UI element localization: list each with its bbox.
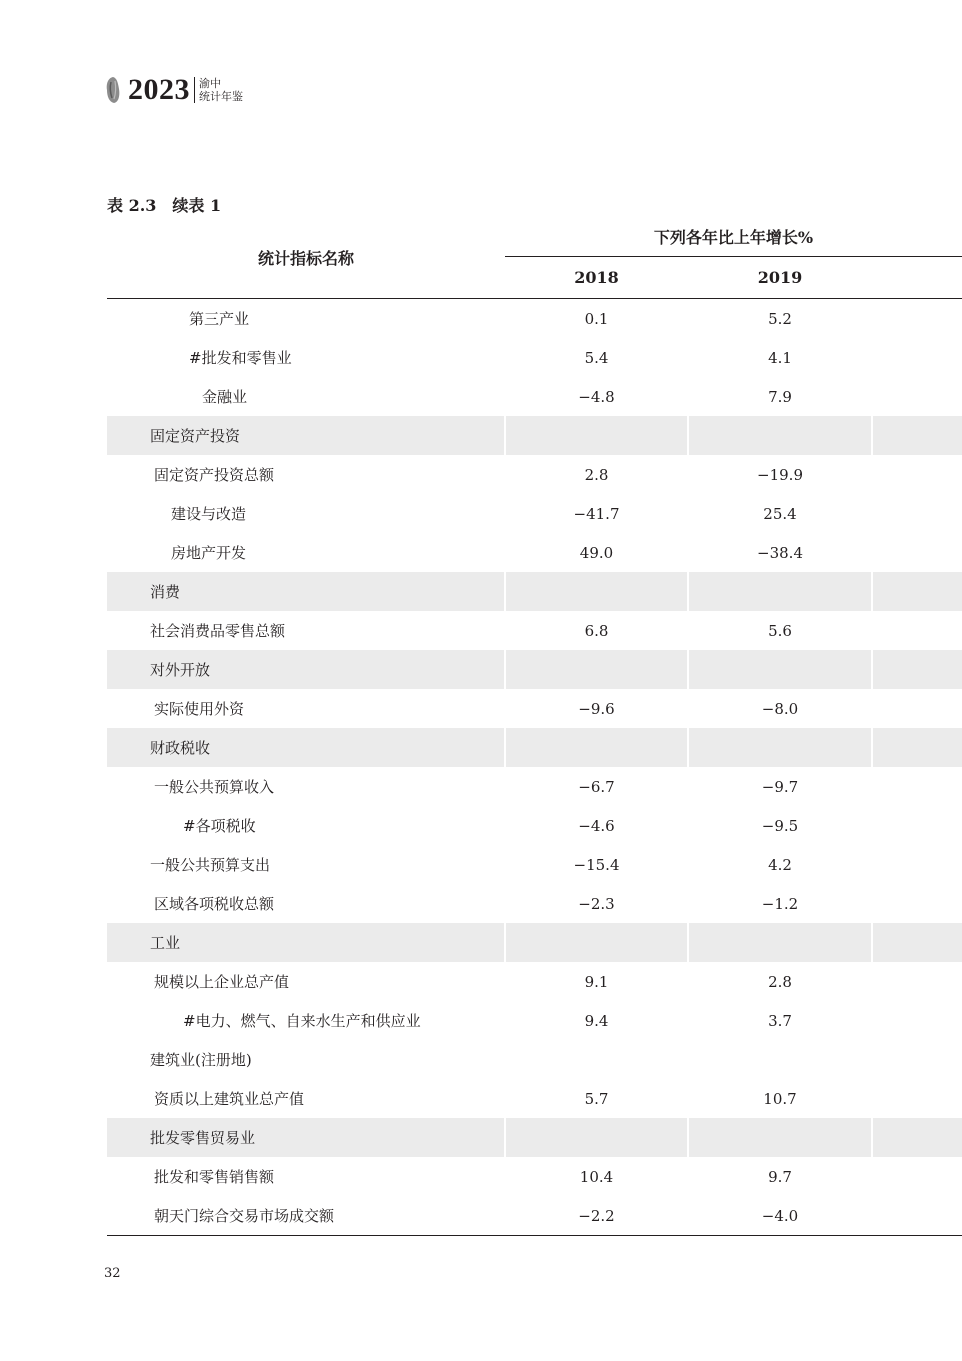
blank-cell: [872, 806, 962, 845]
indicator-name: 规模以上企业总产值: [154, 973, 290, 991]
value-2018: 10.4: [579, 1167, 614, 1186]
value-2019: 4.2: [768, 855, 792, 874]
indicator-name: 一般公共预算收入: [154, 778, 275, 796]
blank-cell: [872, 299, 962, 339]
table-row: [107, 845, 962, 884]
value-2018: 2.8: [584, 465, 609, 484]
value-2018: [505, 1040, 688, 1079]
value-2018: 0.1: [584, 309, 609, 328]
indicator-name: 消费: [107, 572, 505, 611]
indicator-name: 固定资产投资: [107, 416, 505, 455]
indicator-name: 工业: [107, 923, 505, 962]
value-2019: [688, 572, 872, 611]
value-2019: 25.4: [763, 504, 797, 523]
value-2018: −4.8: [578, 387, 615, 406]
value-2018: [505, 416, 688, 455]
blank-cell: [872, 923, 962, 962]
value-2019: 3.7: [768, 1011, 792, 1030]
indicator-name: #电力、燃气、自来水生产和供应业: [183, 1012, 421, 1030]
section-row: [107, 416, 962, 455]
value-2019: 5.2: [768, 309, 792, 328]
value-2019: 4.1: [768, 348, 792, 367]
table-row: [107, 533, 962, 572]
table-row: [107, 455, 962, 494]
value-2019: −1.2: [761, 894, 799, 913]
blank-cell: [872, 650, 962, 689]
indicator-name: 实际使用外资: [154, 700, 245, 718]
indicator-name: 社会消费品零售总额: [150, 622, 286, 640]
blank-cell: [872, 494, 962, 533]
value-2019: [688, 1040, 872, 1079]
section-row: [107, 1118, 962, 1157]
value-2019: [688, 650, 872, 689]
indicator-name: 资质以上建筑业总产值: [154, 1090, 305, 1108]
value-2018: −15.4: [573, 855, 620, 874]
value-2018: −2.2: [505, 1196, 688, 1236]
table-row: [107, 1079, 962, 1118]
indicator-name: 房地产开发: [171, 544, 247, 562]
table-row: [107, 962, 962, 1001]
table-row: [107, 494, 962, 533]
blank-cell: [872, 845, 962, 884]
indicator-name: 财政税收: [107, 728, 505, 767]
section-row: [107, 572, 962, 611]
indicator-name: 金融业: [202, 388, 248, 406]
indicator-name: 建筑业(注册地): [150, 1051, 252, 1069]
yearbook-header: [104, 70, 243, 110]
value-2018: 6.8: [584, 621, 609, 640]
statistics-table: [107, 216, 962, 1236]
value-2018: −41.7: [573, 504, 620, 523]
indicator-name: #批发和零售业: [189, 349, 292, 367]
indicator-name: 建设与改造: [171, 505, 247, 523]
table-row: [107, 299, 962, 339]
table-header: [107, 216, 962, 299]
column-header-indicator-name: 统计指标名称: [107, 216, 505, 299]
value-2019: 7.9: [768, 387, 792, 406]
value-2018: 9.4: [584, 1011, 609, 1030]
blank-cell: [872, 1157, 962, 1196]
value-2018: −6.7: [578, 777, 615, 796]
header-sub-line2: 统计年鉴: [199, 90, 243, 103]
page-number: 32: [104, 1266, 121, 1281]
section-row: [107, 728, 962, 767]
indicator-name: 批发和零售销售额: [154, 1168, 275, 1186]
indicator-name: 对外开放: [107, 650, 505, 689]
table-row: [107, 767, 962, 806]
header-year: 2023: [128, 73, 190, 106]
value-2019: 10.7: [763, 1089, 797, 1108]
indicator-name: 一般公共预算支出: [150, 856, 271, 874]
value-2019: [688, 923, 872, 962]
blank-cell: [872, 377, 962, 416]
blank-cell: [872, 962, 962, 1001]
value-2018: [505, 1118, 688, 1157]
table-row: [107, 806, 962, 845]
blank-cell: [872, 1079, 962, 1118]
indicator-name: 第三产业: [189, 310, 250, 328]
header-divider: [194, 77, 195, 103]
header-sub-line1: 渝中: [199, 77, 221, 90]
header-subtitle: [199, 77, 243, 103]
value-2018: [505, 650, 688, 689]
table-row: [107, 1157, 962, 1196]
value-2018: 9.1: [584, 972, 609, 991]
blank-cell: [872, 1001, 962, 1040]
blank-cell: [872, 1196, 962, 1236]
table-row: [107, 377, 962, 416]
value-2018: −2.3: [578, 894, 615, 913]
column-header-2018: 2018: [505, 257, 688, 299]
column-header-2019: 2019: [688, 257, 872, 299]
blank-cell: [872, 728, 962, 767]
value-2019: −9.5: [761, 816, 799, 835]
value-2018: [505, 923, 688, 962]
statistics-table-container: [107, 216, 962, 1236]
blank-cell: [872, 572, 962, 611]
table-row: [107, 1196, 962, 1236]
table-row: [107, 338, 962, 377]
indicator-name: #各项税收: [183, 817, 256, 835]
value-2019: [688, 1118, 872, 1157]
value-2019: −19.9: [757, 465, 803, 484]
value-2018: 5.4: [584, 348, 609, 367]
blank-cell: [872, 338, 962, 377]
value-2018: 5.7: [584, 1089, 609, 1108]
section-row: [107, 923, 962, 962]
table-body: [107, 299, 962, 1236]
value-2018: −9.6: [578, 699, 615, 718]
blank-cell: [872, 1040, 962, 1079]
blank-cell: [872, 533, 962, 572]
value-2019: [688, 728, 872, 767]
blank-cell: [872, 884, 962, 923]
table-row: [107, 884, 962, 923]
blank-cell: [872, 767, 962, 806]
value-2018: [505, 728, 688, 767]
table-row: [107, 1001, 962, 1040]
value-2019: 2.8: [768, 972, 792, 991]
table-row: [107, 689, 962, 728]
value-2019: 9.7: [768, 1167, 792, 1186]
indicator-name: 朝天门综合交易市场成交额: [107, 1196, 505, 1236]
indicator-name: 区域各项税收总额: [154, 895, 275, 913]
value-2019: −9.7: [761, 777, 799, 796]
blank-cell: [872, 611, 962, 650]
yearbook-logo-icon: [104, 76, 122, 104]
indicator-name: 批发零售贸易业: [107, 1118, 505, 1157]
blank-cell: [872, 1118, 962, 1157]
value-2019: −8.0: [761, 699, 799, 718]
table-row: [107, 611, 962, 650]
value-2018: −4.6: [578, 816, 615, 835]
table-title: 表 2.3 续表 1: [107, 196, 222, 215]
blank-cell: [872, 689, 962, 728]
section-row: [107, 650, 962, 689]
column-header-growth-group: 下列各年比上年增长%: [505, 216, 962, 257]
value-2019: −4.0: [688, 1196, 872, 1236]
value-2018: [505, 572, 688, 611]
blank-cell: [872, 416, 962, 455]
value-2019: −38.4: [757, 543, 803, 562]
column-header-blank: [872, 257, 962, 299]
table-row: [107, 1040, 962, 1079]
value-2018: 49.0: [579, 543, 614, 562]
value-2019: 5.6: [768, 621, 792, 640]
value-2019: [688, 416, 872, 455]
indicator-name: 固定资产投资总额: [154, 466, 275, 484]
blank-cell: [872, 455, 962, 494]
